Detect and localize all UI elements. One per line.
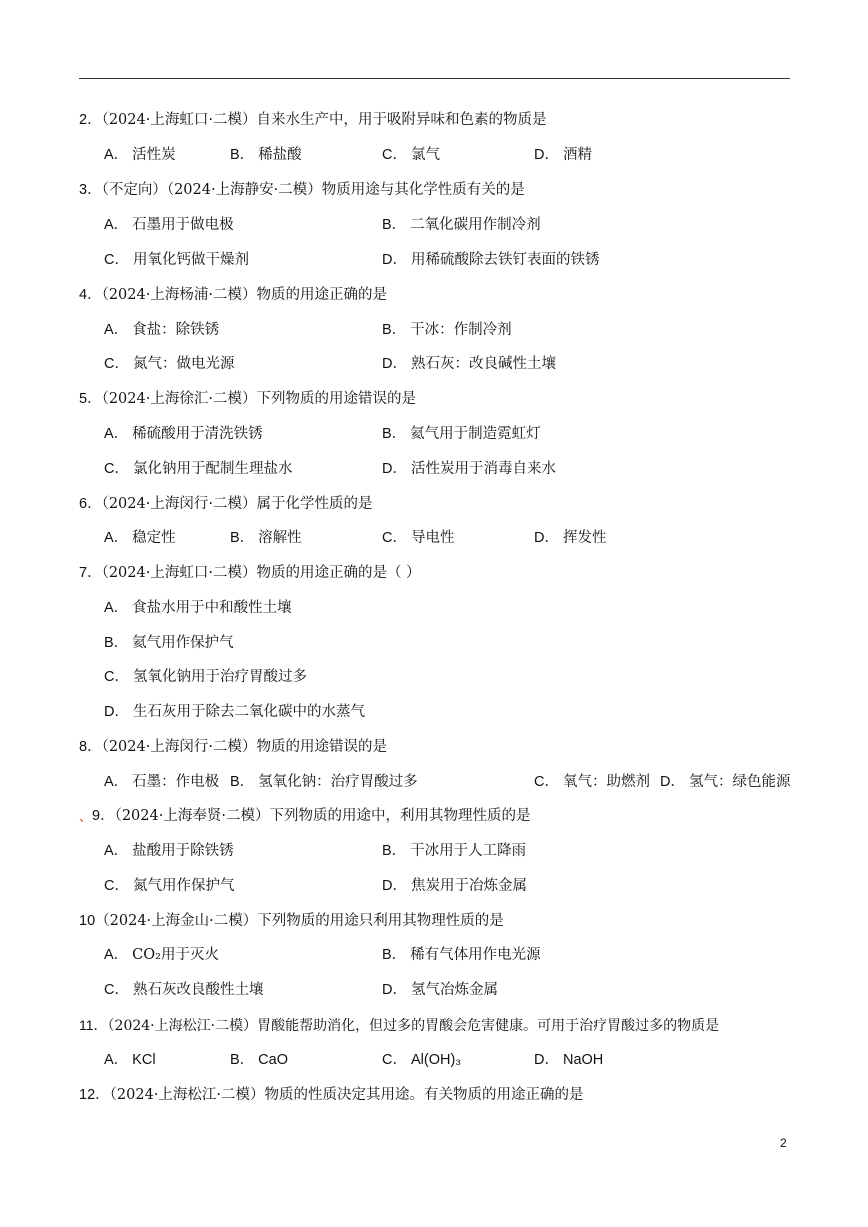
q10-option-b — [382, 945, 541, 965]
option-label: C． — [104, 669, 129, 685]
q11-option-d — [534, 1050, 603, 1070]
question-number: 5． — [79, 391, 102, 407]
option-text: 氦气用作保护气 — [132, 635, 234, 651]
option-text: Al(OH)₃ — [410, 1052, 462, 1068]
q7-option-a — [104, 598, 292, 618]
question-number: 10 — [79, 913, 96, 929]
option-label: C． — [382, 1052, 407, 1068]
q6-option-a — [104, 528, 176, 548]
q5-option-a — [104, 424, 263, 444]
option-text: 氯化钠用于配制生理盐水 — [132, 461, 293, 477]
option-text: 溶解性 — [258, 530, 302, 546]
option-label: D． — [382, 461, 407, 477]
option-label: A． — [104, 843, 129, 859]
option-text: 酒精 — [562, 147, 592, 163]
option-label: A． — [104, 426, 129, 442]
q11-option-a — [104, 1050, 156, 1070]
question-number: 2． — [79, 112, 102, 128]
q6-option-b — [230, 528, 302, 548]
q4-option-b — [382, 320, 512, 340]
question-number: 11． — [79, 1017, 108, 1033]
option-label: C． — [104, 982, 129, 998]
question-stem: （2024·上海金山·二模）下列物质的用途只利用其物理性质的是 — [95, 913, 504, 929]
option-text: 氧气：助燃剂 — [562, 774, 650, 790]
option-label: A． — [104, 147, 129, 163]
q2-option-b — [230, 145, 302, 165]
option-text: 熟石灰改良酸性土壤 — [132, 982, 264, 998]
option-text: 活性炭用于消毒自来水 — [410, 461, 556, 477]
q7-option-d — [104, 702, 365, 722]
q4-option-c — [104, 354, 234, 374]
question-stem: （2024·上海徐汇·二模）下列物质的用途错误的是 — [101, 391, 416, 407]
question-4 — [79, 285, 387, 305]
option-text: 稀盐酸 — [258, 147, 302, 163]
question-number: 12． — [79, 1087, 110, 1103]
question-stem: （2024·上海杨浦·二模）物质的用途正确的是 — [101, 287, 387, 303]
option-text: 氢氧化钠用于治疗胃酸过多 — [132, 669, 307, 685]
q3-option-b — [382, 215, 541, 235]
option-label: A． — [104, 322, 129, 338]
option-label: B． — [230, 147, 255, 163]
red-mark: 、 — [79, 810, 93, 825]
option-text: 氢气：绿色能源 — [688, 774, 791, 790]
q9-option-c — [104, 876, 234, 896]
question-11 — [79, 1015, 719, 1035]
question-8 — [79, 737, 387, 757]
question-stem: （不定向）（2024·上海静安·二模）物质用途与其化学性质有关的是 — [101, 182, 525, 198]
q7-option-c — [104, 667, 307, 687]
option-label: B． — [382, 843, 407, 859]
option-label: D． — [382, 982, 407, 998]
option-label: C． — [534, 774, 559, 790]
page-number: 2 — [780, 1136, 787, 1150]
option-label: B． — [382, 947, 407, 963]
option-text: 食盐水用于中和酸性土壤 — [132, 600, 292, 616]
option-text: NaOH — [562, 1052, 604, 1068]
q11-option-b — [230, 1050, 288, 1070]
option-label: C． — [382, 147, 407, 163]
q6-option-c — [382, 528, 454, 548]
option-text: CO₂用于灭火 — [132, 947, 219, 963]
option-label: B． — [230, 530, 255, 546]
question-number: 9． — [92, 808, 115, 824]
option-label: C． — [382, 530, 407, 546]
option-label: A． — [104, 947, 129, 963]
option-label: D． — [660, 774, 685, 790]
question-stem: （2024·上海闵行·二模）物质的用途错误的是 — [101, 739, 387, 755]
question-9 — [92, 806, 530, 826]
q11-option-c — [382, 1050, 461, 1070]
option-label: C． — [104, 356, 129, 372]
option-label: D． — [534, 147, 559, 163]
q4-option-d — [382, 354, 556, 374]
q3-option-a — [104, 215, 234, 235]
q8-option-c — [534, 772, 650, 792]
q9-option-a — [104, 841, 234, 861]
option-text: 熟石灰：改良碱性土壤 — [410, 356, 556, 372]
option-text: 用稀硫酸除去铁钉表面的铁锈 — [410, 252, 600, 268]
question-number: 7． — [79, 565, 102, 581]
option-text: 石墨：作电极 — [132, 774, 220, 790]
option-text: 挥发性 — [562, 530, 607, 546]
q2-option-a — [104, 145, 176, 165]
option-label: D． — [104, 704, 129, 720]
question-number: 6． — [79, 496, 102, 512]
q10-option-c — [104, 980, 263, 1000]
option-label: D． — [382, 252, 407, 268]
question-stem: （2024·上海虹口·二模）自来水生产中，用于吸附异味和色素的物质是 — [101, 112, 547, 128]
question-12 — [79, 1085, 584, 1105]
header-rule — [79, 78, 790, 79]
q8-option-a — [104, 772, 219, 792]
option-label: B． — [230, 1052, 255, 1068]
option-label: B． — [382, 322, 407, 338]
option-label: A． — [104, 1052, 129, 1068]
question-6 — [79, 494, 372, 514]
option-text: 用氧化钙做干燥剂 — [132, 252, 249, 268]
question-number: 3． — [79, 182, 102, 198]
option-label: B． — [382, 426, 407, 442]
option-text: KCl — [132, 1052, 156, 1068]
question-stem: （2024·上海松江·二模）物质的性质决定其用途。有关物质的用途正确的是 — [109, 1087, 584, 1103]
option-label: D． — [534, 1052, 559, 1068]
q10-option-d — [382, 980, 498, 1000]
option-label: D． — [382, 878, 407, 894]
q5-option-d — [382, 459, 556, 479]
option-text: 氮气：做电光源 — [132, 356, 235, 372]
option-label: C． — [104, 252, 129, 268]
q7-option-b — [104, 633, 234, 653]
option-text: 干冰用于人工降雨 — [410, 843, 527, 859]
q9-option-b — [382, 841, 526, 861]
question-number: 4． — [79, 287, 102, 303]
q5-option-c — [104, 459, 292, 479]
option-text: 稀硫酸用于清洗铁锈 — [132, 426, 263, 442]
option-label: B． — [382, 217, 407, 233]
option-label: A． — [104, 600, 129, 616]
question-number: 8． — [79, 739, 102, 755]
q4-option-a — [104, 320, 219, 340]
question-stem: （2024·上海松江·二模）胃酸能帮助消化，但过多的胃酸会危害健康。可用于治疗胃酸过多的物质是 — [107, 1018, 720, 1034]
q8-option-d — [660, 772, 790, 792]
option-text: 氯气 — [410, 147, 440, 163]
option-text: 二氧化碳用作制冷剂 — [410, 217, 541, 233]
option-text: 氮气用作保护气 — [132, 878, 235, 894]
q10-option-a — [104, 945, 219, 965]
option-label: B． — [104, 635, 129, 651]
option-text: 食盐：除铁锈 — [132, 322, 220, 338]
question-stem: （2024·上海奉贤·二模）下列物质的用途中，利用其物理性质的是 — [114, 808, 531, 824]
question-3 — [79, 180, 525, 200]
option-text: 生石灰用于除去二氧化碳中的水蒸气 — [132, 704, 365, 720]
q3-option-c — [104, 250, 249, 270]
q6-option-d — [534, 528, 606, 548]
question-stem: （2024·上海闵行·二模）属于化学性质的是 — [101, 496, 373, 512]
question-5 — [79, 389, 416, 409]
q9-option-d — [382, 876, 527, 896]
option-label: A． — [104, 530, 129, 546]
option-text: 活性炭 — [132, 147, 176, 163]
option-text: 稳定性 — [132, 530, 176, 546]
question-10 — [79, 911, 504, 931]
option-label: C． — [104, 461, 129, 477]
q3-option-d — [382, 250, 599, 270]
option-text: CaO — [258, 1052, 288, 1068]
option-text: 氦气用于制造霓虹灯 — [410, 426, 541, 442]
option-text: 干冰：作制冷剂 — [410, 322, 512, 338]
option-text: 氢氧化钠：治疗胃酸过多 — [258, 774, 418, 790]
option-label: B． — [230, 774, 255, 790]
q8-option-b — [230, 772, 418, 792]
option-label: C． — [104, 878, 129, 894]
question-stem: （2024·上海虹口·二模）物质的用途正确的是（ ） — [101, 565, 421, 581]
option-text: 稀有气体用作电光源 — [410, 947, 541, 963]
option-text: 导电性 — [410, 530, 455, 546]
question-7 — [79, 563, 421, 583]
option-label: A． — [104, 217, 129, 233]
question-2 — [79, 110, 546, 130]
option-label: A． — [104, 774, 129, 790]
option-text: 盐酸用于除铁锈 — [132, 843, 234, 859]
option-label: D． — [382, 356, 407, 372]
q5-option-b — [382, 424, 541, 444]
option-text: 石墨用于做电极 — [132, 217, 234, 233]
q2-option-d — [534, 145, 592, 165]
option-label: D． — [534, 530, 559, 546]
option-text: 焦炭用于冶炼金属 — [410, 878, 527, 894]
option-text: 氢气冶炼金属 — [410, 982, 498, 998]
q2-option-c — [382, 145, 440, 165]
